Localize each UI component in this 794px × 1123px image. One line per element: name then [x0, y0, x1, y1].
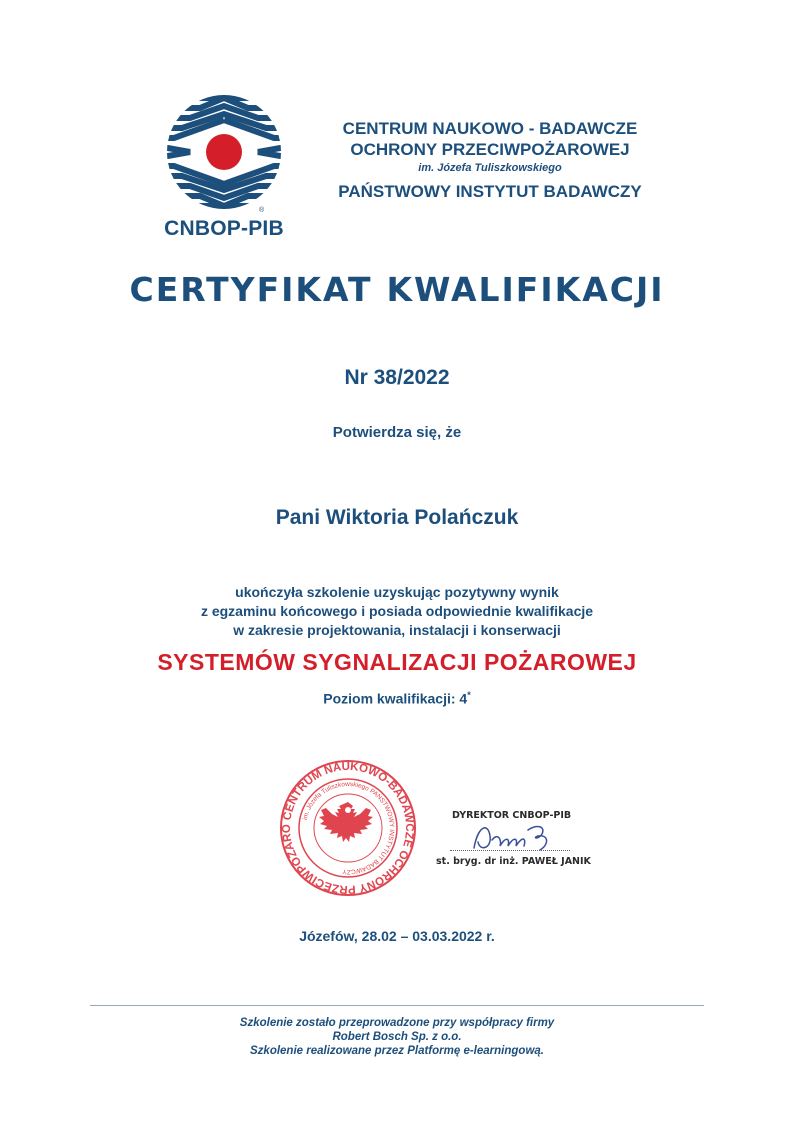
registered-mark: ®: [259, 207, 265, 214]
cnbop-emblem-icon: [160, 95, 288, 215]
description: [0, 583, 794, 640]
description-line2: z egzaminu końcowego i posiada odpowiednie kwalifikacje: [200, 603, 594, 619]
level-label: Poziom kwalifikacji: 4: [323, 690, 468, 707]
stamp-seal-icon: [278, 758, 418, 898]
certificate-title: [0, 270, 794, 309]
qualification-level: [0, 690, 794, 707]
eagle-icon: [319, 802, 373, 842]
logo-text: CNBOP-PIB: [164, 217, 284, 240]
footer-line2: Robert Bosch Sp. z o.o.: [332, 1031, 462, 1043]
title-word1: CERTYFIKAT: [129, 270, 373, 309]
institution-name: [300, 118, 680, 202]
director-name: st. bryg. dr inż. PAWEŁ JANIK: [436, 856, 591, 867]
director-role: DYREKTOR CNBOP-PIB: [452, 810, 572, 821]
stamp-outer-text: CENTRUM NAUKOWO-BADAWCZE OCHRONY PRZECIWPOŻARO: [280, 760, 416, 896]
footer-note: [0, 1016, 794, 1058]
description-line3: w zakresie projektowania, instalacji i konserwacji: [233, 622, 561, 638]
title-word2: KWALIFIKACJI: [386, 270, 665, 309]
certificate-number: Nr 38/2022: [344, 366, 450, 389]
institution-line1: CENTRUM NAUKOWO - BADAWCZE: [342, 119, 638, 138]
director-signature-block: [430, 810, 600, 867]
institution-line2: OCHRONY PRZECIWPOŻAROWEJ: [350, 140, 630, 159]
description-line1: ukończyła szkolenie uzyskując pozytywny wynik: [235, 584, 559, 600]
cnbop-logo: [160, 95, 290, 245]
confirm-text: Potwierdza się, że: [332, 424, 462, 441]
footer-divider: [90, 1005, 704, 1006]
official-stamp: [278, 758, 418, 898]
footer-line3: Szkolenie realizowane przez Platformę e-learningową.: [250, 1045, 544, 1057]
footer-line1: Szkolenie zostało przeprowadzone przy współpracy firmy: [239, 1017, 555, 1029]
signature-icon: [468, 818, 568, 858]
issue-date: Józefów, 28.02 – 03.03.2022 r.: [299, 928, 495, 944]
recipient-name: Pani Wiktoria Polańczuk: [275, 506, 519, 529]
signature-line: [450, 850, 570, 851]
stamp-inner-text: im. Józefa Tuliszkowskiego PAŃSTWOWY INSTYTUT BADAWCZY: [301, 780, 396, 876]
system-name: SYSTEMÓW SYGNALIZACJI POŻAROWEJ: [157, 649, 637, 675]
institution-patron: im. Józefa Tuliszkowskiego: [418, 162, 562, 174]
level-footnote-mark: *: [467, 690, 471, 700]
institution-status: PAŃSTWOWY INSTYTUT BADAWCZY: [338, 182, 642, 201]
